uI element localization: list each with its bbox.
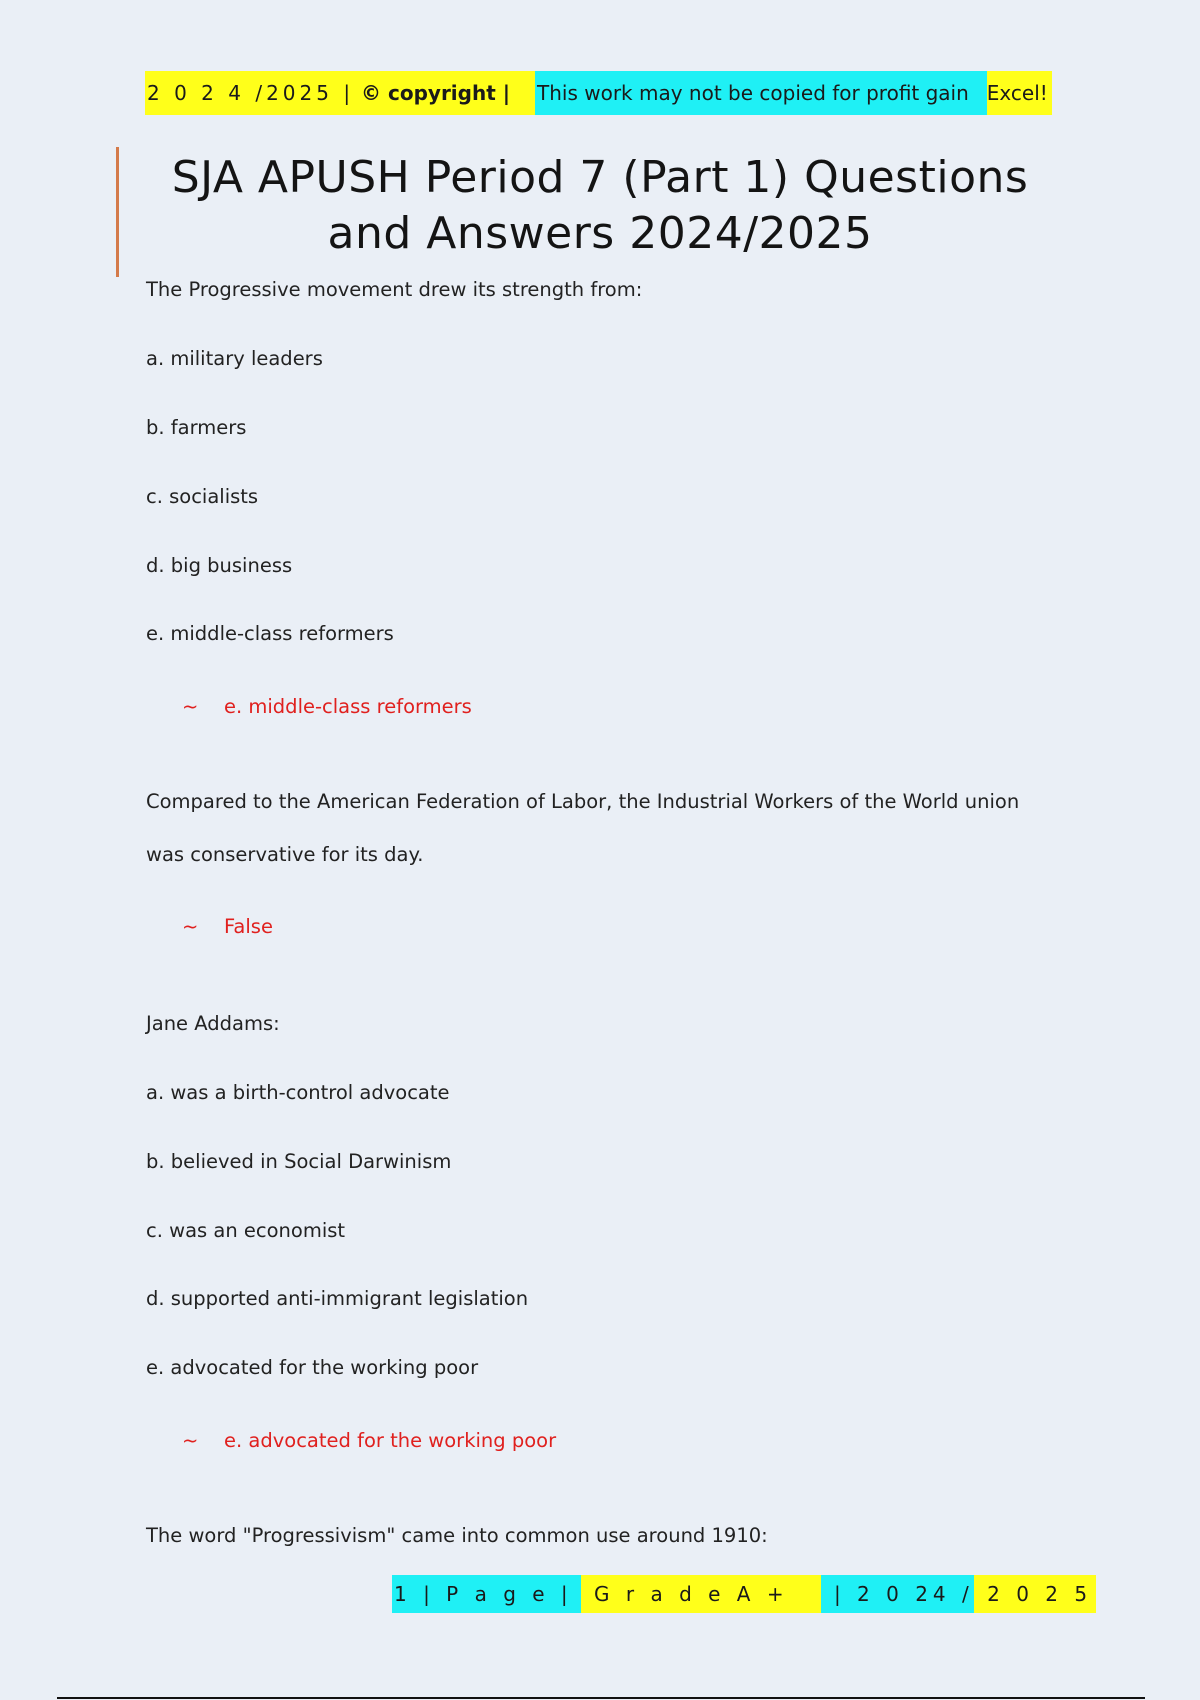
- header-notice: This work may not be copied for profit gain: [535, 71, 987, 115]
- footer-year-2: 2 0 2 5: [974, 1575, 1096, 1613]
- q3-answer: [182, 1429, 556, 1452]
- question-2-line-1: Compared to the American Federation of Labor, the Industrial Workers of the World union: [146, 790, 1020, 813]
- q2-answer-text: False: [224, 915, 273, 938]
- q3-option-b: b. believed in Social Darwinism: [146, 1150, 452, 1173]
- q2-answer: [182, 915, 273, 938]
- copyright-header: [145, 71, 1052, 115]
- question-4: The word "Progressivism" came into common use around 1910:: [146, 1524, 768, 1547]
- q1-answer: [182, 695, 472, 718]
- q3-option-a: a. was a birth-control advocate: [146, 1081, 450, 1104]
- q1-option-c: c. socialists: [146, 485, 259, 508]
- footer-year-1: | 2 0 24 /: [821, 1575, 974, 1613]
- q3-answer-text: e. advocated for the working poor: [224, 1429, 557, 1452]
- footer-grade: G r a d e A +: [581, 1575, 821, 1613]
- q1-option-a: a. military leaders: [146, 347, 323, 370]
- page-title: [125, 150, 1075, 262]
- question-3: Jane Addams:: [146, 1012, 280, 1035]
- q1-answer-text: e. middle-class reformers: [224, 695, 472, 718]
- q1-option-d: d. big business: [146, 554, 293, 577]
- q3-option-e: e. advocated for the working poor: [146, 1356, 479, 1379]
- title-line-1: SJA APUSH Period 7 (Part 1) Questions: [171, 152, 1029, 203]
- footer-page-number: 1 | P a g e |: [392, 1575, 581, 1613]
- q3-option-d: d. supported anti-immigrant legislation: [146, 1287, 529, 1310]
- q1-option-e: e. middle-class reformers: [146, 622, 394, 645]
- title-line-2: and Answers 2024/2025: [327, 208, 873, 259]
- header-year: 2 0 2 4 /2025 |: [145, 71, 354, 115]
- q3-option-c: c. was an economist: [146, 1219, 346, 1242]
- question-1: The Progressive movement drew its strength from:: [146, 278, 643, 301]
- question-2-line-2: was conservative for its day.: [146, 843, 424, 866]
- bottom-divider: [57, 1697, 1145, 1699]
- answer-marker: ~: [182, 695, 199, 718]
- page-footer: [392, 1575, 1096, 1613]
- answer-marker: ~: [182, 1429, 199, 1452]
- title-accent-rule: [116, 147, 119, 277]
- header-excel: Excel!: [987, 71, 1052, 115]
- answer-marker: ~: [182, 915, 199, 938]
- q1-option-b: b. farmers: [146, 416, 247, 439]
- header-copyright: © copyright |: [354, 71, 535, 115]
